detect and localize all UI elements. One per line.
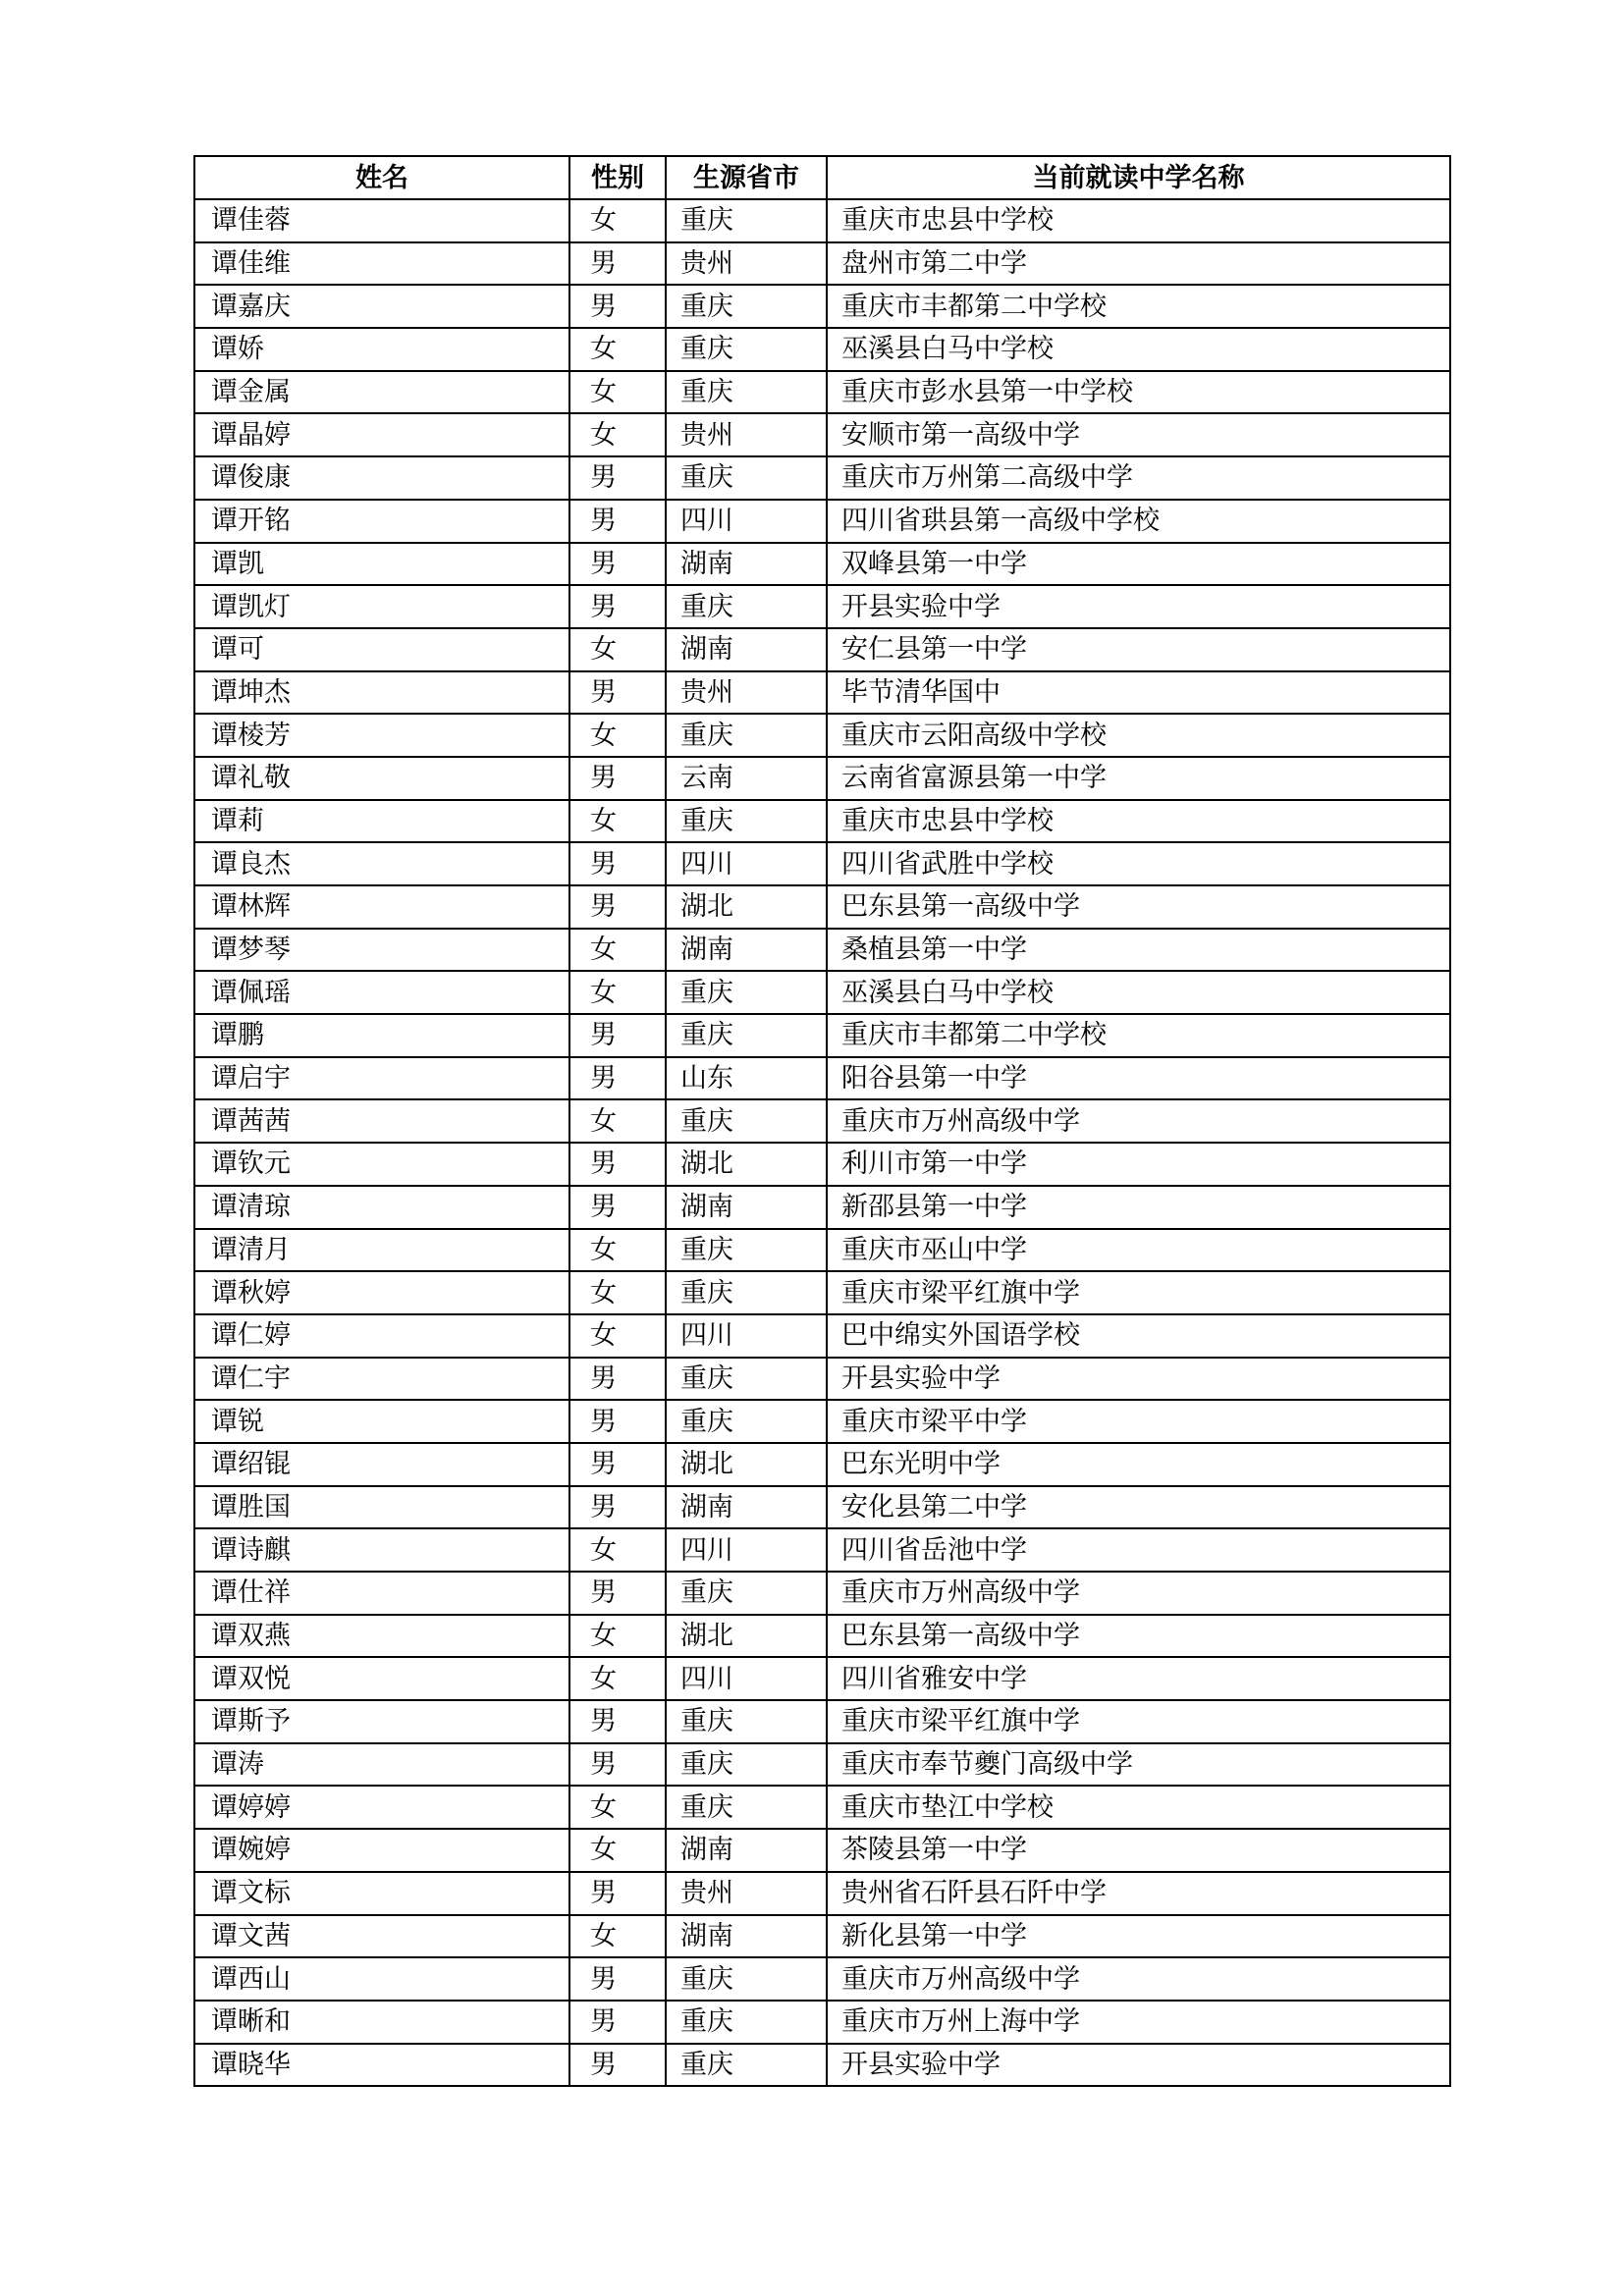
cell-school: 重庆市梁平红旗中学: [827, 1700, 1450, 1743]
cell-province: 湖南: [666, 1829, 827, 1872]
table-row: [194, 1099, 1450, 1143]
cell-name: 谭清琼: [194, 1186, 569, 1229]
cell-school: 安化县第二中学: [827, 1486, 1450, 1529]
table-row: [194, 1057, 1450, 1100]
cell-school: 盘州市第二中学: [827, 242, 1450, 286]
cell-gender: 女: [569, 628, 666, 671]
cell-gender: 女: [569, 971, 666, 1014]
cell-name: 谭开铭: [194, 500, 569, 543]
cell-school: 重庆市巫山中学: [827, 1229, 1450, 1272]
cell-gender: 女: [569, 371, 666, 414]
cell-name: 谭仁婷: [194, 1314, 569, 1358]
cell-province: 重庆: [666, 800, 827, 843]
table-row: [194, 757, 1450, 800]
cell-province: 重庆: [666, 971, 827, 1014]
cell-name: 谭佩瑶: [194, 971, 569, 1014]
cell-province: 重庆: [666, 2001, 827, 2044]
cell-name: 谭绍锟: [194, 1443, 569, 1486]
cell-province: 重庆: [666, 1743, 827, 1787]
cell-province: 四川: [666, 1314, 827, 1358]
cell-school: 四川省雅安中学: [827, 1657, 1450, 1700]
cell-school: 四川省武胜中学校: [827, 842, 1450, 885]
cell-province: 重庆: [666, 199, 827, 242]
cell-gender: 男: [569, 543, 666, 586]
cell-gender: 男: [569, 671, 666, 715]
table-row: [194, 1657, 1450, 1700]
table-row: [194, 1872, 1450, 1915]
cell-name: 谭双悦: [194, 1657, 569, 1700]
cell-gender: 男: [569, 2001, 666, 2044]
cell-school: 开县实验中学: [827, 2044, 1450, 2087]
cell-province: 湖南: [666, 929, 827, 972]
cell-name: 谭俊康: [194, 456, 569, 500]
cell-school: 重庆市丰都第二中学校: [827, 285, 1450, 328]
cell-school: 重庆市梁平红旗中学: [827, 1271, 1450, 1314]
table-row: [194, 543, 1450, 586]
cell-province: 重庆: [666, 1786, 827, 1829]
cell-gender: 男: [569, 1057, 666, 1100]
table-row: [194, 242, 1450, 286]
cell-province: 湖南: [666, 628, 827, 671]
table-row: [194, 413, 1450, 456]
table-row: [194, 800, 1450, 843]
table-row: [194, 628, 1450, 671]
cell-school: 重庆市万州上海中学: [827, 2001, 1450, 2044]
cell-name: 谭佳维: [194, 242, 569, 286]
cell-school: 重庆市云阳高级中学校: [827, 714, 1450, 757]
cell-province: 重庆: [666, 1957, 827, 2001]
cell-province: 重庆: [666, 285, 827, 328]
cell-gender: 男: [569, 757, 666, 800]
cell-province: 四川: [666, 1528, 827, 1572]
cell-school: 重庆市奉节夔门高级中学: [827, 1743, 1450, 1787]
table-row: [194, 2001, 1450, 2044]
cell-name: 谭婉婷: [194, 1829, 569, 1872]
table-row: [194, 2044, 1450, 2087]
cell-province: 湖北: [666, 1615, 827, 1658]
cell-school: 安顺市第一高级中学: [827, 413, 1450, 456]
table-row: [194, 842, 1450, 885]
cell-gender: 男: [569, 1700, 666, 1743]
table-row: [194, 1443, 1450, 1486]
cell-school: 新邵县第一中学: [827, 1186, 1450, 1229]
table-row: [194, 1615, 1450, 1658]
table-row: [194, 1358, 1450, 1401]
cell-name: 谭启宇: [194, 1057, 569, 1100]
table-row: [194, 585, 1450, 628]
cell-gender: 男: [569, 585, 666, 628]
cell-name: 谭林辉: [194, 885, 569, 929]
cell-province: 云南: [666, 757, 827, 800]
cell-school: 巫溪县白马中学校: [827, 971, 1450, 1014]
student-table: [193, 155, 1451, 2087]
cell-province: 重庆: [666, 1572, 827, 1615]
header-gender: 性别: [569, 156, 666, 199]
cell-gender: 男: [569, 1143, 666, 1186]
cell-school: 重庆市万州第二高级中学: [827, 456, 1450, 500]
cell-name: 谭涛: [194, 1743, 569, 1787]
cell-school: 重庆市忠县中学校: [827, 199, 1450, 242]
table-row: [194, 1271, 1450, 1314]
cell-province: 重庆: [666, 1014, 827, 1057]
table-row: [194, 1400, 1450, 1443]
cell-province: 重庆: [666, 456, 827, 500]
cell-school: 毕节清华国中: [827, 671, 1450, 715]
cell-school: 新化县第一中学: [827, 1915, 1450, 1958]
cell-name: 谭鹏: [194, 1014, 569, 1057]
cell-name: 谭胜国: [194, 1486, 569, 1529]
cell-name: 谭茜茜: [194, 1099, 569, 1143]
table-row: [194, 1957, 1450, 2001]
cell-school: 四川省岳池中学: [827, 1528, 1450, 1572]
cell-name: 谭婷婷: [194, 1786, 569, 1829]
cell-province: 山东: [666, 1057, 827, 1100]
cell-province: 四川: [666, 500, 827, 543]
cell-name: 谭晓华: [194, 2044, 569, 2087]
cell-name: 谭坤杰: [194, 671, 569, 715]
cell-province: 重庆: [666, 714, 827, 757]
cell-province: 湖南: [666, 1186, 827, 1229]
cell-school: 茶陵县第一中学: [827, 1829, 1450, 1872]
table-row: [194, 1143, 1450, 1186]
cell-school: 巫溪县白马中学校: [827, 328, 1450, 371]
cell-gender: 女: [569, 929, 666, 972]
cell-school: 巴中绵实外国语学校: [827, 1314, 1450, 1358]
cell-province: 贵州: [666, 242, 827, 286]
table-row: [194, 1486, 1450, 1529]
table-row: [194, 971, 1450, 1014]
table-row: [194, 199, 1450, 242]
cell-name: 谭娇: [194, 328, 569, 371]
cell-name: 谭文茜: [194, 1915, 569, 1958]
cell-name: 谭凯灯: [194, 585, 569, 628]
cell-gender: 男: [569, 500, 666, 543]
cell-name: 谭仕祥: [194, 1572, 569, 1615]
cell-school: 双峰县第一中学: [827, 543, 1450, 586]
cell-province: 重庆: [666, 1229, 827, 1272]
cell-gender: 男: [569, 456, 666, 500]
cell-province: 湖北: [666, 1143, 827, 1186]
cell-province: 重庆: [666, 1700, 827, 1743]
cell-name: 谭仁宇: [194, 1358, 569, 1401]
cell-province: 四川: [666, 842, 827, 885]
cell-name: 谭清月: [194, 1229, 569, 1272]
table-row: [194, 1314, 1450, 1358]
cell-name: 谭金属: [194, 371, 569, 414]
cell-province: 湖北: [666, 1443, 827, 1486]
table-row: [194, 1572, 1450, 1615]
cell-gender: 女: [569, 800, 666, 843]
cell-school: 四川省珙县第一高级中学校: [827, 500, 1450, 543]
cell-gender: 男: [569, 1486, 666, 1529]
cell-gender: 女: [569, 1271, 666, 1314]
table-row: [194, 929, 1450, 972]
cell-school: 安仁县第一中学: [827, 628, 1450, 671]
cell-gender: 女: [569, 199, 666, 242]
cell-gender: 女: [569, 714, 666, 757]
cell-gender: 男: [569, 885, 666, 929]
cell-school: 重庆市丰都第二中学校: [827, 1014, 1450, 1057]
cell-gender: 女: [569, 1615, 666, 1658]
cell-school: 贵州省石阡县石阡中学: [827, 1872, 1450, 1915]
cell-gender: 男: [569, 1400, 666, 1443]
cell-school: 重庆市万州高级中学: [827, 1572, 1450, 1615]
cell-name: 谭莉: [194, 800, 569, 843]
cell-gender: 男: [569, 1358, 666, 1401]
cell-school: 巴东县第一高级中学: [827, 885, 1450, 929]
table-row: [194, 1528, 1450, 1572]
cell-school: 阳谷县第一中学: [827, 1057, 1450, 1100]
cell-school: 重庆市万州高级中学: [827, 1957, 1450, 2001]
cell-name: 谭双燕: [194, 1615, 569, 1658]
cell-province: 贵州: [666, 1872, 827, 1915]
table-row: [194, 1700, 1450, 1743]
cell-name: 谭秋婷: [194, 1271, 569, 1314]
cell-school: 重庆市垫江中学校: [827, 1786, 1450, 1829]
cell-gender: 女: [569, 1657, 666, 1700]
cell-school: 利川市第一中学: [827, 1143, 1450, 1186]
cell-name: 谭锐: [194, 1400, 569, 1443]
cell-school: 巴东光明中学: [827, 1443, 1450, 1486]
cell-gender: 男: [569, 1957, 666, 2001]
header-school: 当前就读中学名称: [827, 156, 1450, 199]
table-row: [194, 328, 1450, 371]
cell-gender: 女: [569, 413, 666, 456]
cell-gender: 女: [569, 1099, 666, 1143]
header-province: 生源省市: [666, 156, 827, 199]
cell-school: 开县实验中学: [827, 585, 1450, 628]
cell-gender: 男: [569, 1186, 666, 1229]
cell-province: 重庆: [666, 1358, 827, 1401]
table-row: [194, 500, 1450, 543]
cell-name: 谭凯: [194, 543, 569, 586]
cell-name: 谭棱芳: [194, 714, 569, 757]
cell-gender: 男: [569, 1014, 666, 1057]
cell-gender: 女: [569, 1786, 666, 1829]
cell-province: 湖南: [666, 1915, 827, 1958]
cell-gender: 男: [569, 842, 666, 885]
cell-school: 开县实验中学: [827, 1358, 1450, 1401]
cell-name: 谭可: [194, 628, 569, 671]
cell-gender: 男: [569, 1743, 666, 1787]
cell-province: 贵州: [666, 413, 827, 456]
cell-name: 谭文标: [194, 1872, 569, 1915]
cell-gender: 女: [569, 1229, 666, 1272]
cell-school: 云南省富源县第一中学: [827, 757, 1450, 800]
cell-province: 重庆: [666, 1400, 827, 1443]
table-row: [194, 285, 1450, 328]
cell-name: 谭钦元: [194, 1143, 569, 1186]
cell-province: 贵州: [666, 671, 827, 715]
cell-school: 重庆市梁平中学: [827, 1400, 1450, 1443]
cell-gender: 男: [569, 285, 666, 328]
cell-gender: 女: [569, 1915, 666, 1958]
table-row: [194, 1786, 1450, 1829]
cell-school: 重庆市忠县中学校: [827, 800, 1450, 843]
cell-gender: 男: [569, 1872, 666, 1915]
cell-gender: 男: [569, 1572, 666, 1615]
table-header-row: [194, 156, 1450, 199]
table-row: [194, 456, 1450, 500]
cell-province: 四川: [666, 1657, 827, 1700]
table-row: [194, 1915, 1450, 1958]
cell-province: 湖南: [666, 543, 827, 586]
cell-name: 谭西山: [194, 1957, 569, 2001]
cell-province: 湖北: [666, 885, 827, 929]
cell-school: 重庆市万州高级中学: [827, 1099, 1450, 1143]
cell-name: 谭梦琴: [194, 929, 569, 972]
table-row: [194, 1229, 1450, 1272]
cell-gender: 女: [569, 1314, 666, 1358]
cell-gender: 男: [569, 242, 666, 286]
table-row: [194, 885, 1450, 929]
table-row: [194, 714, 1450, 757]
cell-school: 巴东县第一高级中学: [827, 1615, 1450, 1658]
cell-name: 谭嘉庆: [194, 285, 569, 328]
cell-province: 重庆: [666, 2044, 827, 2087]
cell-province: 重庆: [666, 1271, 827, 1314]
cell-name: 谭良杰: [194, 842, 569, 885]
cell-province: 湖南: [666, 1486, 827, 1529]
cell-name: 谭礼敬: [194, 757, 569, 800]
cell-gender: 女: [569, 328, 666, 371]
table-row: [194, 671, 1450, 715]
cell-name: 谭斯予: [194, 1700, 569, 1743]
cell-gender: 男: [569, 1443, 666, 1486]
cell-province: 重庆: [666, 328, 827, 371]
table-row: [194, 371, 1450, 414]
cell-name: 谭佳蓉: [194, 199, 569, 242]
cell-school: 重庆市彭水县第一中学校: [827, 371, 1450, 414]
cell-province: 重庆: [666, 585, 827, 628]
cell-province: 重庆: [666, 1099, 827, 1143]
header-name: 姓名: [194, 156, 569, 199]
cell-name: 谭晰和: [194, 2001, 569, 2044]
table-row: [194, 1743, 1450, 1787]
table-row: [194, 1829, 1450, 1872]
cell-gender: 男: [569, 2044, 666, 2087]
cell-province: 重庆: [666, 371, 827, 414]
table-row: [194, 1014, 1450, 1057]
cell-school: 桑植县第一中学: [827, 929, 1450, 972]
cell-gender: 女: [569, 1528, 666, 1572]
cell-name: 谭诗麒: [194, 1528, 569, 1572]
cell-gender: 女: [569, 1829, 666, 1872]
cell-name: 谭晶婷: [194, 413, 569, 456]
table-row: [194, 1186, 1450, 1229]
